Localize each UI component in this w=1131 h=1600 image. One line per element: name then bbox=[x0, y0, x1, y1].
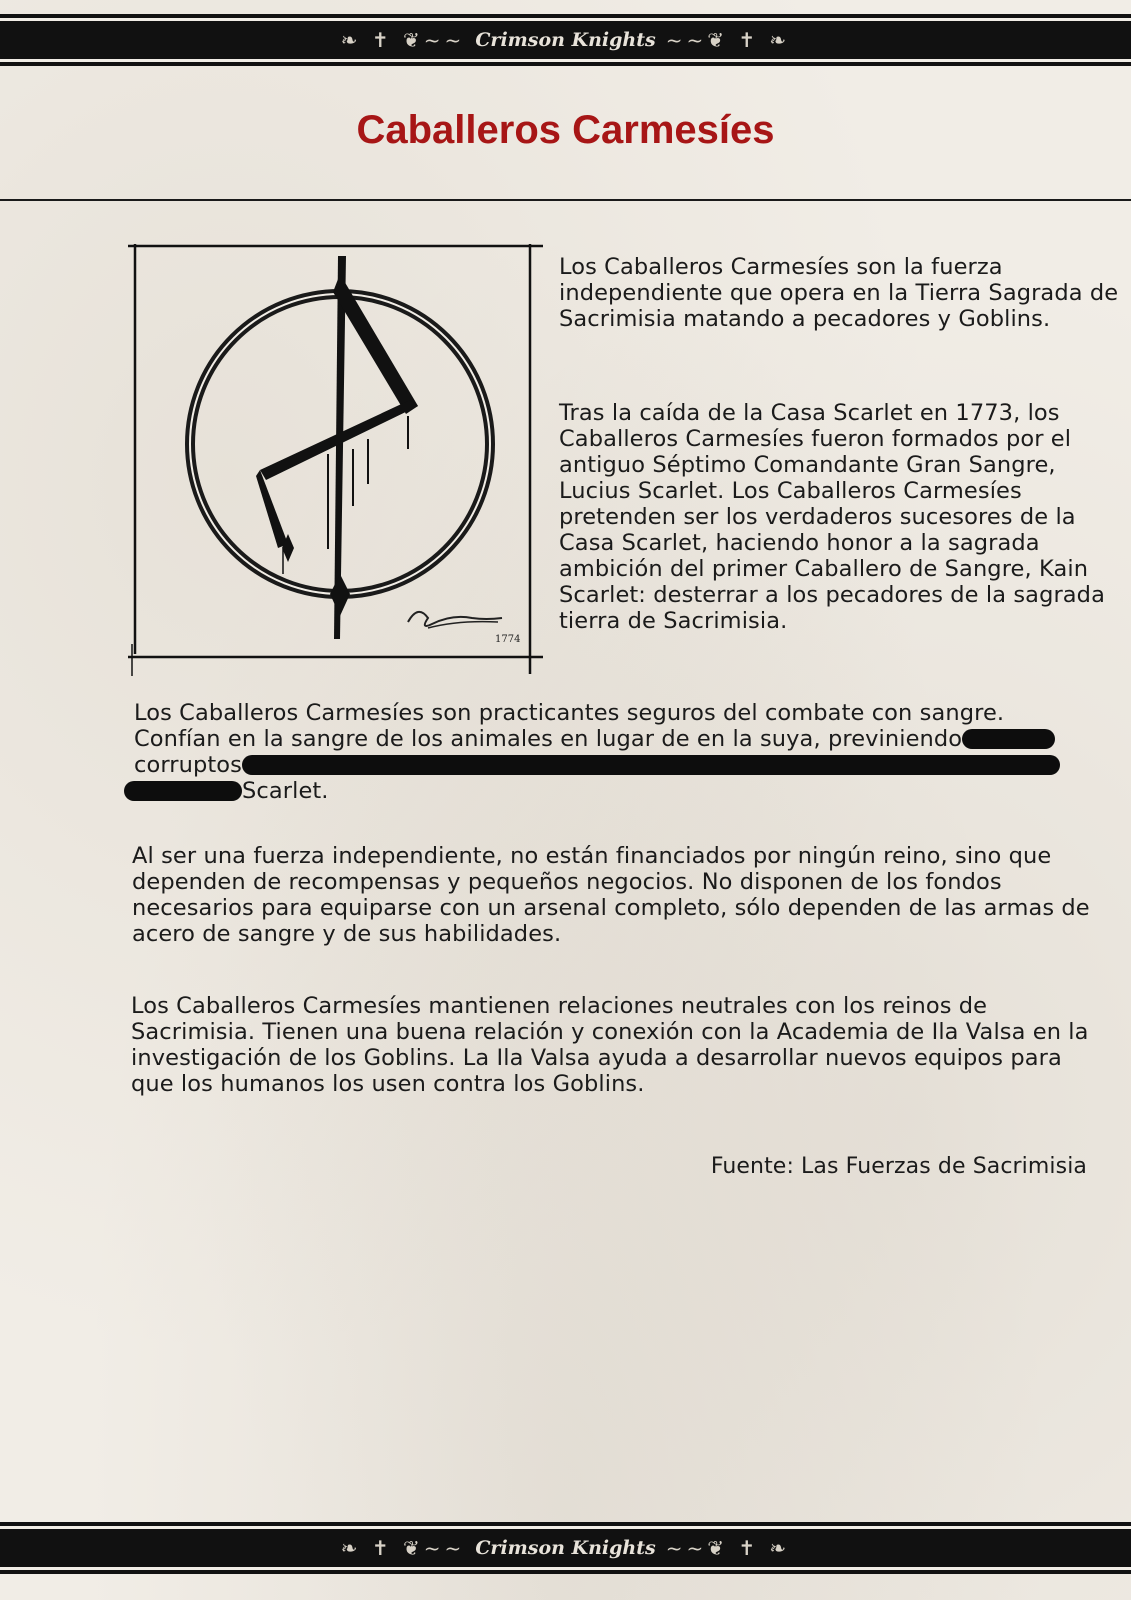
ornament-left: ❧ ✝ ❦~~ bbox=[340, 28, 466, 52]
relations-paragraph: Los Caballeros Carmesíes mantienen relaciones neutrales con los reinos de Sacrimisia. Tienen una buena relación y conexión con la Academia de Ila Valsa en la investigación de los Goblins. La Ila Valsa ayuda a desarrollar nuevos equipos para que los humanos los usen contra los Goblins. bbox=[131, 993, 1089, 1097]
redaction-bar bbox=[242, 755, 1060, 775]
footer-band-text: Crimson Knights bbox=[475, 1537, 656, 1559]
ornament-right: ~~❦ ✝ ❧ bbox=[665, 28, 791, 52]
redacted-paragraph bbox=[134, 700, 1094, 804]
p3-line2: Confían en la sangre de los animales en lugar de en la suya, previniendo bbox=[134, 726, 963, 752]
redaction-bar bbox=[962, 729, 1055, 749]
source-citation: Fuente: Las Fuerzas de Sacrimisia bbox=[710, 1154, 1087, 1179]
p3-line3: corruptos bbox=[134, 752, 242, 778]
p3-line1: Los Caballeros Carmesíes son practicantes seguros del combate con sangre. bbox=[134, 700, 1005, 726]
page-title: Caballeros Carmesíes bbox=[356, 108, 775, 152]
footer-band bbox=[0, 1526, 1131, 1570]
title-divider bbox=[0, 199, 1131, 201]
emblem-illustration bbox=[128, 244, 543, 676]
signature-year: 1774 bbox=[495, 634, 521, 645]
intro-paragraph-1: Los Caballeros Carmesíes son la fuerza independiente que opera en la Tierra Sagrada de Sacrimisia matando a pecadores y Goblins. bbox=[559, 254, 1119, 332]
ornament-right: ~~❦ ✝ ❧ bbox=[665, 1536, 791, 1560]
header-band-text: Crimson Knights bbox=[475, 29, 656, 51]
header-band bbox=[0, 18, 1131, 62]
crimson-knights-emblem-icon bbox=[128, 244, 543, 676]
p3-line4: Scarlet. bbox=[242, 778, 329, 804]
intro-paragraph-2: Tras la caída de la Casa Scarlet en 1773, los Caballeros Carmesíes fueron formados por el antiguo Séptimo Comandante Gran Sangre, Lucius Scarlet. Los Caballeros Carmesíes pretenden ser los verdaderos sucesores de la Casa Scarlet, haciendo honor a la sagrada ambición del primer Caballero de Sangre, Kain Scarlet: desterrar a los pecadores de la sagrada tierra de Sacrimisia. bbox=[559, 400, 1105, 634]
redaction-bar bbox=[124, 781, 242, 801]
ornament-left: ❧ ✝ ❦~~ bbox=[340, 1536, 466, 1560]
funding-paragraph: Al ser una fuerza independiente, no están financiados por ningún reino, sino que dependen de recompensas y pequeños negocios. No disponen de los fondos necesarios para equiparse con un arsenal completo, sólo dependen de las armas de acero de sangre y de sus habilidades. bbox=[132, 843, 1090, 947]
